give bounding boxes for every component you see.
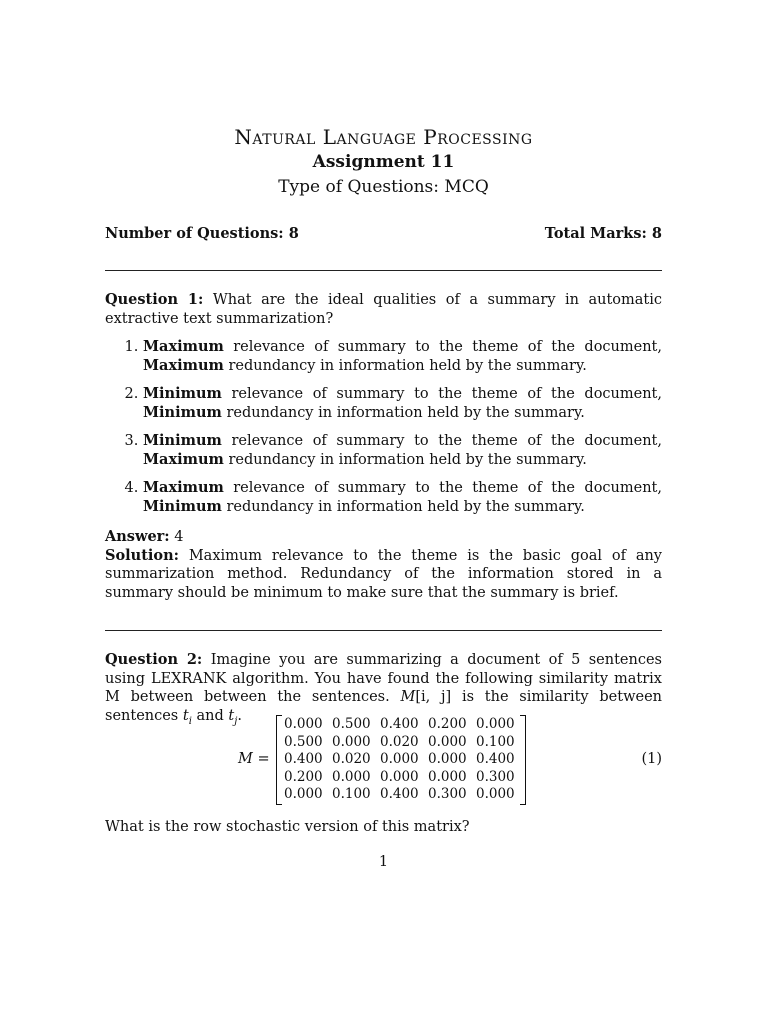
matrix-cell: 0.400 bbox=[476, 751, 515, 767]
matrix-cell: 0.500 bbox=[284, 733, 323, 750]
question-1-text: What are the ideal qualities of a summary in automatic extractive text summarization? bbox=[105, 292, 662, 327]
num-questions bbox=[105, 225, 299, 244]
matrix-grid bbox=[284, 716, 524, 804]
matrix-cell: 0.000 bbox=[428, 733, 467, 750]
matrix-cell: 0.000 bbox=[380, 751, 419, 767]
matrix-cell: 0.000 bbox=[428, 768, 467, 785]
matrix-cell: 0.100 bbox=[332, 786, 371, 802]
option-2-rest: redundancy in information held by the summary. bbox=[226, 404, 585, 421]
option-4-rest: redundancy in information held by the summary. bbox=[226, 498, 585, 515]
option-1 bbox=[143, 338, 662, 375]
matrix-lhs: M = bbox=[238, 751, 270, 767]
option-1-mid: relevance of summary to the theme of the document, bbox=[233, 339, 662, 355]
option-1-bold-a: Maximum bbox=[143, 338, 224, 355]
matrix-cell: 0.000 bbox=[332, 733, 371, 750]
option-4-bold-a: Maximum bbox=[143, 479, 224, 496]
question-1-prompt bbox=[105, 291, 662, 328]
matrix-cell: 0.000 bbox=[476, 786, 515, 802]
solution-text: Maximum relevance to the theme is the basic goal of any summarization method. Redundancy of the information stored in a summary should be minimum to make sure that the summary is brief. bbox=[105, 547, 662, 601]
similarity-matrix-equation bbox=[105, 715, 662, 807]
matrix-cell: 0.500 bbox=[332, 716, 371, 732]
document-page bbox=[105, 0, 662, 1024]
option-4-mid: relevance of summary to the theme of the document, bbox=[233, 480, 662, 496]
sub-i: i bbox=[188, 715, 192, 727]
num-questions-value: 8 bbox=[288, 225, 299, 242]
equation-number: (1) bbox=[641, 751, 662, 767]
sentence-t-j: t bbox=[228, 707, 235, 724]
question-1-answer bbox=[105, 528, 662, 547]
question-1-options bbox=[105, 338, 662, 516]
left-bracket bbox=[276, 715, 282, 805]
matrix-cell: 0.200 bbox=[428, 716, 467, 732]
question-2-label: Question 2: bbox=[105, 651, 203, 668]
matrix-index: [i, j] bbox=[415, 689, 452, 705]
and-word: and bbox=[196, 707, 224, 724]
sentence-t-i: t bbox=[182, 707, 189, 724]
question-1 bbox=[105, 291, 662, 602]
question-2-followup: What is the row stochastic version of this matrix? bbox=[105, 819, 470, 835]
total-marks bbox=[545, 225, 662, 244]
matrix-cell: 0.400 bbox=[284, 751, 323, 767]
total-marks-value: 8 bbox=[651, 225, 662, 242]
matrix-cell: 0.200 bbox=[284, 768, 323, 785]
course-title: Natural Language Processing bbox=[234, 125, 533, 149]
matrix-cell: 0.400 bbox=[380, 786, 419, 802]
question-1-label: Question 1: bbox=[105, 291, 204, 308]
page-number: 1 bbox=[378, 854, 389, 870]
option-3-bold-a: Minimum bbox=[143, 432, 222, 449]
total-marks-label: Total Marks: bbox=[544, 225, 647, 242]
matrix-cell: 0.000 bbox=[380, 768, 419, 785]
matrix-cell: 0.400 bbox=[380, 716, 419, 732]
solution-label: Solution: bbox=[105, 546, 179, 564]
divider bbox=[105, 630, 662, 631]
option-3-rest: redundancy in information held by the summary. bbox=[228, 451, 587, 468]
matrix-symbol: M bbox=[400, 689, 416, 705]
option-4 bbox=[143, 479, 662, 516]
matrix-cell: 0.000 bbox=[284, 716, 323, 732]
option-2-mid: relevance of summary to the theme of the document, bbox=[231, 386, 662, 402]
option-1-rest: redundancy in information held by the summary. bbox=[228, 357, 587, 374]
assignment-title: Assignment 11 bbox=[312, 152, 455, 172]
option-2 bbox=[143, 385, 662, 422]
question-2 bbox=[105, 651, 662, 725]
question-type: Type of Questions: MCQ bbox=[278, 177, 489, 197]
matrix-cell: 0.000 bbox=[284, 786, 323, 802]
similarity-matrix bbox=[276, 715, 526, 805]
option-3 bbox=[143, 432, 662, 469]
matrix-cell: 0.000 bbox=[428, 751, 467, 767]
sub-j: j bbox=[234, 715, 238, 727]
right-bracket bbox=[520, 715, 526, 805]
divider bbox=[105, 270, 662, 271]
matrix-cell: 0.300 bbox=[476, 768, 515, 785]
matrix-cell: 0.000 bbox=[332, 768, 371, 785]
meta-row bbox=[105, 225, 662, 244]
matrix-cell: 0.000 bbox=[476, 716, 515, 732]
matrix-cell: 0.100 bbox=[476, 733, 515, 750]
option-1-bold-b: Maximum bbox=[143, 356, 224, 374]
question-2-text: Imagine you are summarizing a document of 5 sentences using LEXRANK algorithm. You have found the following similarity matrix M between between the sentences. bbox=[105, 652, 662, 705]
answer-label: Answer: bbox=[105, 528, 170, 545]
period: . bbox=[237, 707, 242, 724]
answer-value: 4 bbox=[174, 529, 184, 545]
option-3-bold-b: Maximum bbox=[143, 450, 224, 468]
option-2-bold-b: Minimum bbox=[143, 403, 222, 421]
option-4-bold-b: Minimum bbox=[143, 497, 222, 515]
matrix-cell: 0.020 bbox=[332, 751, 371, 767]
matrix-cell: 0.300 bbox=[428, 786, 467, 802]
num-questions-label: Number of Questions: bbox=[105, 225, 284, 242]
question-1-solution bbox=[105, 547, 662, 603]
question-2-text-b: is the similarity between sentences bbox=[105, 689, 662, 724]
matrix-cell: 0.020 bbox=[380, 733, 419, 750]
option-3-mid: relevance of summary to the theme of the document, bbox=[231, 433, 662, 449]
option-2-bold-a: Minimum bbox=[143, 385, 222, 402]
